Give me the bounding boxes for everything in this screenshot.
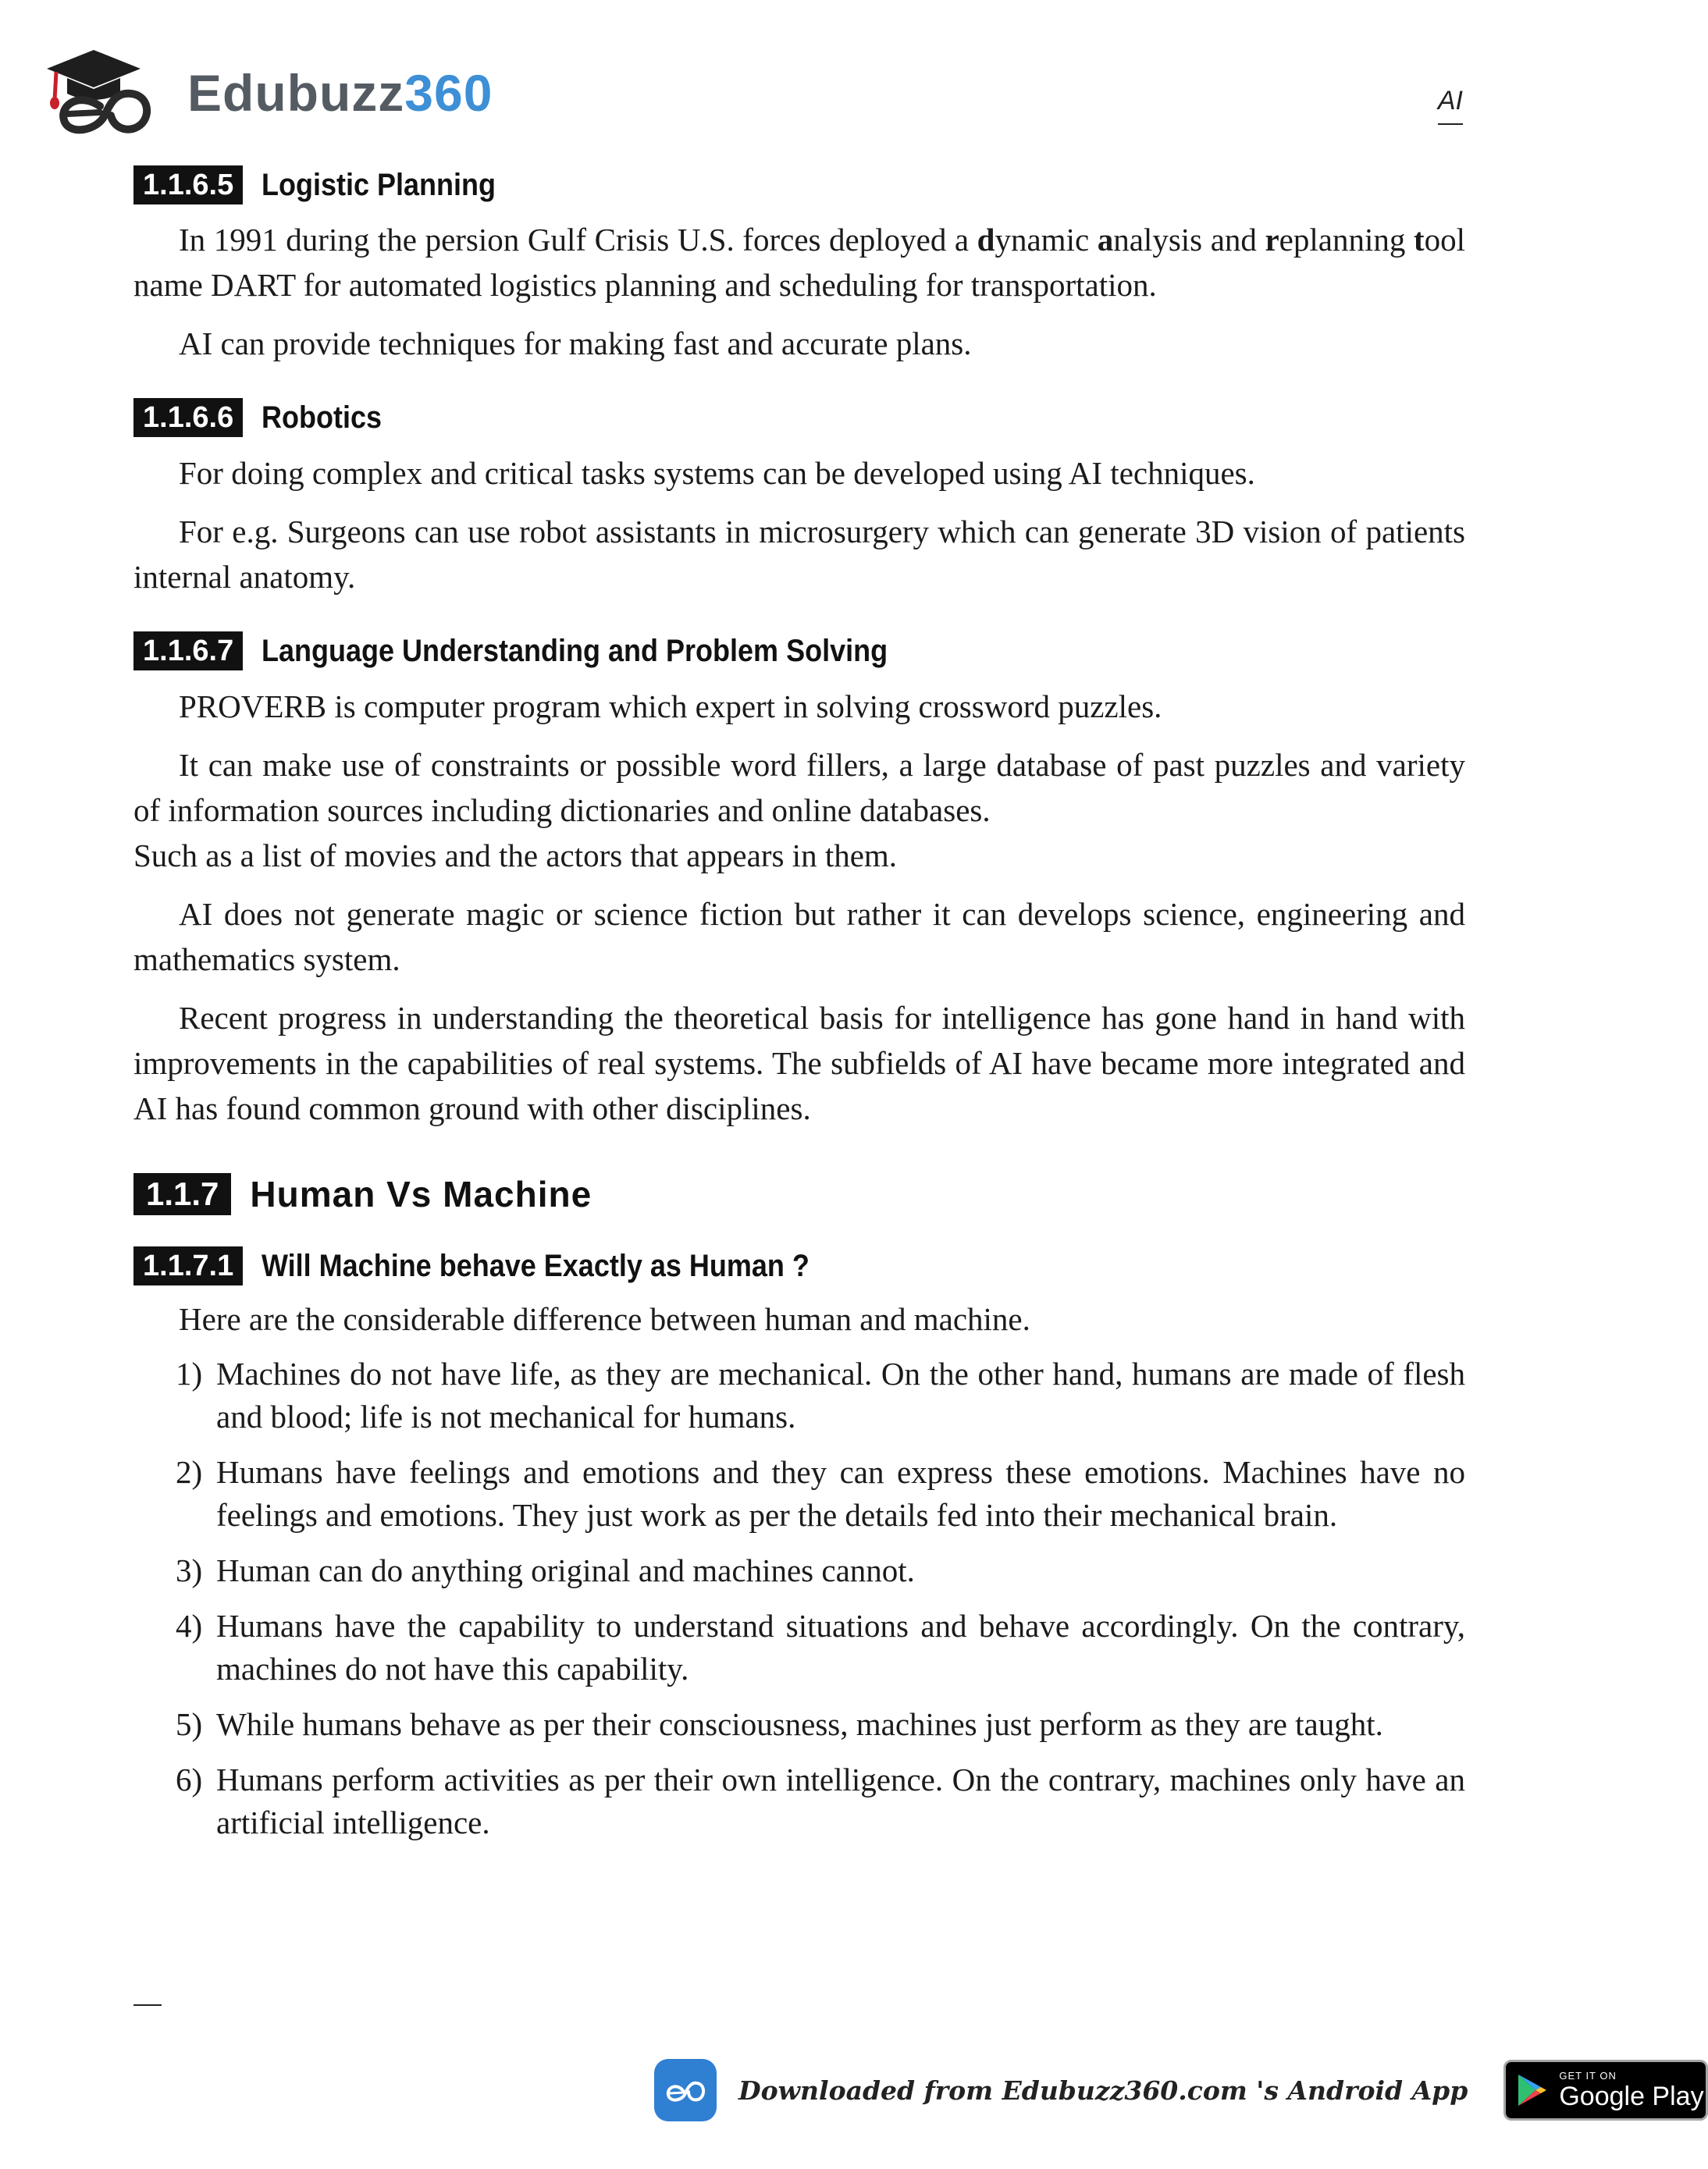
paragraph: It can make use of constraints or possible word fillers, a large database of past puzzles and variety of information sources including dictionaries and online databases. <box>133 747 1465 828</box>
edubuzz-app-icon[interactable] <box>654 2059 717 2121</box>
section-number: 1.1.6.5 <box>133 165 243 204</box>
section-title: Language Understanding and Problem Solving <box>262 633 888 668</box>
paragraph: For doing complex and critical tasks systems can be developed using AI techniques. <box>179 455 1255 491</box>
paragraph: Recent progress in understanding the theoretical basis for intelligence has gone hand in hand with improvements in the capabilities of real systems. The subfields of AI have became more integrated and AI has found common ground with other disciplines. <box>133 1000 1465 1126</box>
section-title: Human Vs Machine <box>250 1174 592 1214</box>
section-title: Logistic Planning <box>262 167 496 202</box>
section-title: Robotics <box>262 400 383 435</box>
paragraph: Here are the considerable difference between human and machine. <box>179 1301 1030 1337</box>
list-item: 6) Humans perform activities as per their own intelligence. On the contrary, machines only have an artificial intelligence. <box>176 1762 1465 1840</box>
section-number: 1.1.6.6 <box>133 398 243 437</box>
section-number: 1.1.7.1 <box>133 1246 243 1285</box>
section-title: Will Machine behave Exactly as Human ? <box>262 1248 810 1283</box>
paragraph: AI can provide techniques for making fast and accurate plans. <box>179 325 972 361</box>
graduation-cap-logo-icon <box>39 39 164 140</box>
section-number: 1.1.6.7 <box>133 631 243 670</box>
section-heading-1165 <box>133 165 1465 204</box>
google-play-badge[interactable] <box>1503 2060 1708 2121</box>
list-item: 2) Humans have feelings and emotions and they can express these emotions. Machines have no feelings and emotions. They just work as per the details fed into their mechanical brain. <box>176 1454 1465 1533</box>
eb-logo-icon <box>664 2075 707 2106</box>
difference-list <box>133 1353 1465 1844</box>
footer-banner <box>654 2059 1708 2121</box>
section-number: 1.1.7 <box>133 1173 231 1215</box>
list-item: 5) While humans behave as per their consciousness, machines just perform as they are taught. <box>176 1706 1383 1742</box>
section-heading-1166 <box>133 398 1465 437</box>
edubuzz360-logo <box>39 39 493 140</box>
section-heading-1171 <box>133 1246 1465 1285</box>
paragraph: In 1991 during the persion Gulf Crisis U.S. forces deployed a dynamic analysis and replanning tool name DART for automated logistics planning and scheduling for transportation. <box>133 222 1465 303</box>
footer-rule <box>133 2004 162 2006</box>
download-note: Downloaded from Edubuzz360.com 's Android App <box>738 2075 1468 2106</box>
paragraph: AI does not generate magic or science fiction but rather it can develops science, engineering and mathematics system. <box>133 896 1465 977</box>
section-heading-117 <box>133 1173 1465 1215</box>
list-item: 1) Machines do not have life, as they are mechanical. On the other hand, humans are made of flesh and blood; life is not mechanical for humans. <box>176 1356 1465 1435</box>
paragraph: Such as a list of movies and the actors that appears in them. <box>133 837 898 873</box>
brand-name-part2: 360 <box>404 64 493 122</box>
page-content <box>133 165 1465 1844</box>
brand-name-part1: Edubuzz <box>187 64 405 122</box>
google-play-icon <box>1517 2073 1548 2107</box>
brand-name <box>187 63 493 123</box>
list-item: 3) Human can do anything original and machines cannot. <box>176 1552 915 1588</box>
store-caption: GET IT ON <box>1559 2070 1617 2082</box>
paragraph: For e.g. Surgeons can use robot assistants in microsurgery which can generate 3D vision of patients internal anatomy. <box>133 514 1465 595</box>
list-item: 4) Humans have the capability to understand situations and behave accordingly. On the contrary, machines do not have this capability. <box>176 1608 1465 1687</box>
running-head: AI <box>1438 87 1463 125</box>
paragraph: PROVERB is computer program which expert in solving crossword puzzles. <box>179 688 1162 724</box>
section-heading-1167 <box>133 631 1465 670</box>
store-name: Google Play <box>1559 2082 1704 2111</box>
